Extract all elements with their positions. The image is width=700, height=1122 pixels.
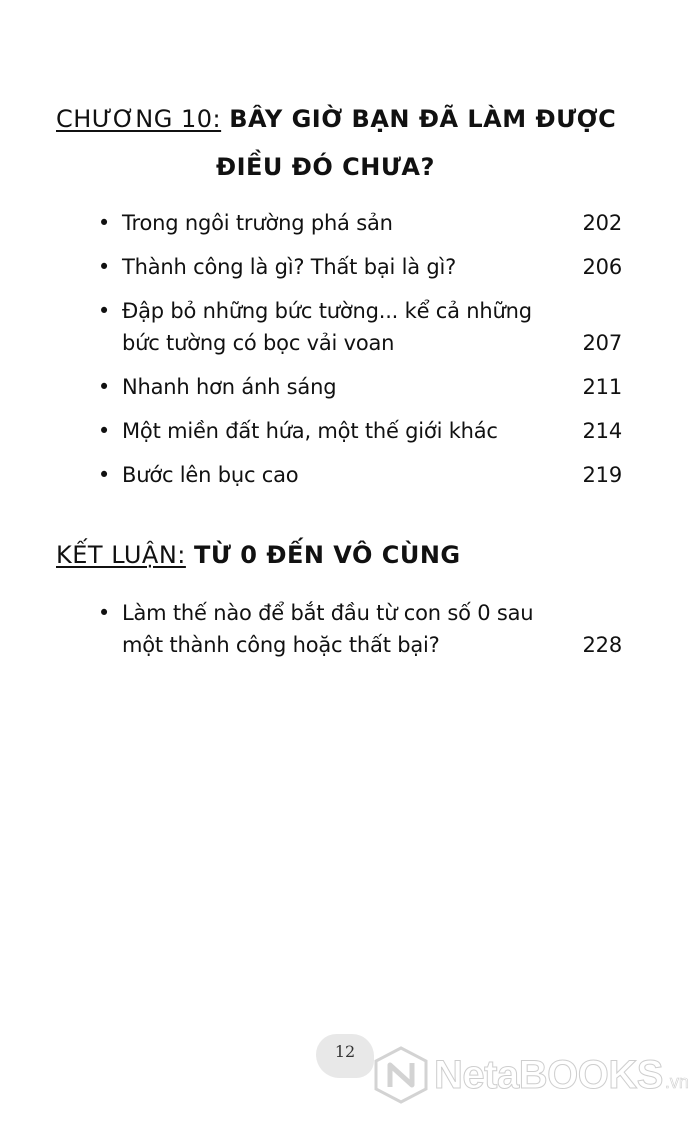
toc-entry-page: 211 [582,375,622,399]
bullet-icon: • [97,299,111,323]
toc-entry-title: Trong ngôi trường phá sản [122,211,393,235]
toc-entry-title: Nhanh hơn ánh sáng [122,375,337,399]
toc-entry-page: 207 [582,331,622,355]
watermark-suffix: .vn [664,1071,689,1092]
toc-entry-title: Một miền đất hứa, một thế giới khác [122,419,498,443]
chapter-10-heading [56,104,656,182]
conclusion-heading [56,540,461,570]
netabooks-watermark [372,1040,689,1110]
toc-entry-title: Thành công là gì? Thất bại là gì? [122,255,457,279]
toc-entry[interactable] [96,597,622,661]
chapter-10-label: CHƯƠNG 10: [56,105,222,133]
toc-entry-page: 202 [582,211,622,235]
conclusion-label: KẾT LUẬN: [56,541,186,569]
bullet-icon: • [97,601,111,625]
chapter-10-title-line1: BÂY GIỜ BẠN ĐÃ LÀM ĐƯỢC [229,105,617,133]
netabooks-logo-icon [372,1045,430,1105]
toc-entry[interactable] [96,371,622,403]
toc-entry-page: 219 [582,463,622,487]
conclusion-toc-list [96,597,622,673]
page-number: 12 [334,1042,356,1061]
toc-entry-page: 214 [582,419,622,443]
bullet-icon: • [97,255,111,279]
toc-entry[interactable] [96,295,622,359]
toc-entry-title: Đập bỏ những bức tường... kể cả những bức tường có bọc vải voan [122,299,532,355]
bullet-icon: • [97,419,111,443]
toc-entry[interactable] [96,251,622,283]
toc-entry-title: Bước lên bục cao [122,463,299,487]
conclusion-title: TỪ 0 ĐẾN VÔ CÙNG [194,541,461,569]
toc-entry[interactable] [96,415,622,447]
chapter-10-title-line2: ĐIỀU ĐÓ CHƯA? [216,153,435,181]
toc-entry-page: 206 [582,255,622,279]
bullet-icon: • [97,211,111,235]
toc-entry-title: Làm thế nào để bắt đầu từ con số 0 sau một thành công hoặc thất bại? [122,601,534,657]
toc-entry-page: 228 [582,633,622,657]
watermark-brand: NetaBOOKS [434,1052,663,1097]
bullet-icon: • [97,463,111,487]
toc-entry[interactable] [96,207,622,239]
chapter-10-toc-list [96,207,622,503]
toc-entry[interactable] [96,459,622,491]
bullet-icon: • [97,375,111,399]
